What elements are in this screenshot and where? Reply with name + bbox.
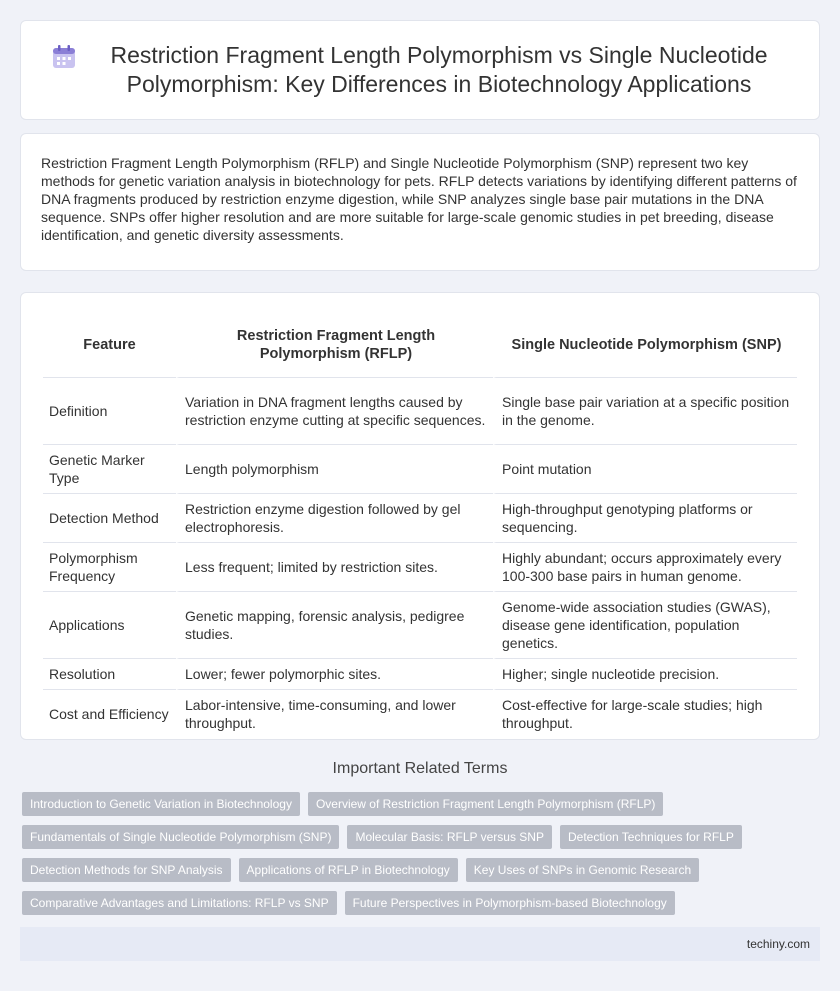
- related-term-tag[interactable]: Introduction to Genetic Variation in Biotechnology: [22, 792, 300, 816]
- row-feature: Definition: [43, 377, 176, 444]
- row-feature: Genetic Marker Type: [43, 444, 176, 493]
- row-feature: Applications: [43, 591, 176, 658]
- row-rflp: Genetic mapping, forensic analysis, pedigree studies.: [176, 591, 493, 658]
- related-term-tag[interactable]: Detection Methods for SNP Analysis: [22, 858, 231, 882]
- row-rflp: Less frequent; limited by restriction sites.: [176, 542, 493, 591]
- row-feature: Detection Method: [43, 493, 176, 542]
- row-rflp: Restriction enzyme digestion followed by gel electrophoresis.: [176, 493, 493, 542]
- row-snp: Genome-wide association studies (GWAS), disease gene identification, population genetics.: [493, 591, 797, 658]
- table-row: [43, 542, 797, 591]
- related-term-tag[interactable]: Molecular Basis: RFLP versus SNP: [347, 825, 552, 849]
- row-snp: Higher; single nucleotide precision.: [493, 658, 797, 689]
- row-snp: Point mutation: [493, 444, 797, 493]
- row-feature: Cost and Efficiency: [43, 689, 176, 738]
- table-row: [43, 493, 797, 542]
- table-row: [43, 689, 797, 738]
- row-rflp: Lower; fewer polymorphic sites.: [176, 658, 493, 689]
- related-term-tag[interactable]: Overview of Restriction Fragment Length Polymorphism (RFLP): [308, 792, 663, 816]
- row-feature: Polymorphism Frequency: [43, 542, 176, 591]
- table-row: [43, 377, 797, 444]
- page-title: Restriction Fragment Length Polymorphism vs Single Nucleotide Polymorphism: Key Differences in Biotechnology Applications: [110, 42, 768, 97]
- intro-card: [20, 133, 820, 271]
- row-rflp: Length polymorphism: [176, 444, 493, 493]
- comparison-table: [43, 313, 797, 738]
- row-snp: Cost-effective for large-scale studies; high throughput.: [493, 689, 797, 738]
- title-card: [20, 20, 820, 120]
- footer-site-link[interactable]: techiny.com: [746, 937, 810, 951]
- related-terms-list: [22, 792, 818, 924]
- row-snp: Highly abundant; occurs approximately every 100-300 base pairs in human genome.: [493, 542, 797, 591]
- related-terms-title: Important Related Terms: [332, 760, 508, 777]
- table-header-row: [43, 313, 797, 377]
- related-term-tag[interactable]: Key Uses of SNPs in Genomic Research: [466, 858, 699, 882]
- header-rflp: Restriction Fragment Length Polymorphism (RFLP): [176, 313, 493, 377]
- header-feature: Feature: [83, 337, 136, 353]
- calendar-icon: [51, 44, 77, 70]
- table-row: [43, 658, 797, 689]
- comparison-table-card: [20, 292, 820, 740]
- related-term-tag[interactable]: Applications of RFLP in Biotechnology: [239, 858, 458, 882]
- intro-paragraph: Restriction Fragment Length Polymorphism (RFLP) and Single Nucleotide Polymorphism (SNP) represent two key methods for genetic variation analysis in biotechnology for pets. RFLP detects variations by identifying different patterns of DNA fragments produced by restriction enzyme digestion, while SNP analyzes single base pair mutations in the DNA sequence. SNPs offer higher resolution and are more suitable for large-scale genomic studies in pet breeding, disease identification, and genetic diversity assessments.: [41, 155, 797, 243]
- row-feature: Resolution: [43, 658, 176, 689]
- related-term-tag[interactable]: Detection Techniques for RFLP: [560, 825, 742, 849]
- row-rflp: Variation in DNA fragment lengths caused by restriction enzyme cutting at specific sequences.: [176, 377, 493, 444]
- row-rflp: Labor-intensive, time-consuming, and lower throughput.: [176, 689, 493, 738]
- related-term-tag[interactable]: Comparative Advantages and Limitations: RFLP vs SNP: [22, 891, 337, 915]
- header-snp: Single Nucleotide Polymorphism (SNP): [493, 313, 797, 377]
- related-term-tag[interactable]: Fundamentals of Single Nucleotide Polymorphism (SNP): [22, 825, 339, 849]
- table-row: [43, 591, 797, 658]
- footer: [20, 927, 820, 961]
- row-snp: High-throughput genotyping platforms or sequencing.: [493, 493, 797, 542]
- row-snp: Single base pair variation at a specific position in the genome.: [493, 377, 797, 444]
- table-row: [43, 444, 797, 493]
- related-term-tag[interactable]: Future Perspectives in Polymorphism-based Biotechnology: [345, 891, 675, 915]
